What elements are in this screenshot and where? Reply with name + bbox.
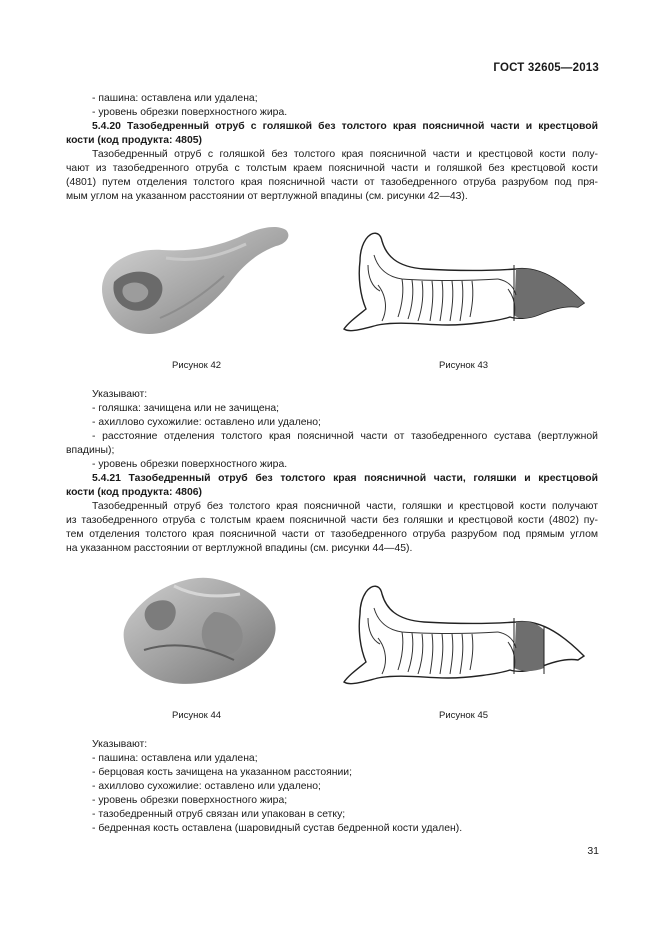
list-item: - пашина: оставлена или удалена;	[92, 753, 258, 764]
list-item: - ахиллово сухожилие: оставлено или удалено;	[92, 417, 321, 428]
paragraph-line: тем отделения толстого края поясничной части от тазобедренного отруба разрубом под прямым углом	[66, 529, 598, 540]
list-item: - бедренная кость оставлена (шаровидный сустав бедренной кости удален).	[92, 823, 463, 834]
paragraph-line: Тазобедренный отруб без толстого края поясничной части, голяшки и крестцовой кости получают	[92, 501, 598, 512]
paragraph-line: Тазобедренный отруб с голяшкой без толстого края поясничной части и крестцовой кости полу-	[92, 149, 598, 160]
section-heading: 5.4.20 Тазобедренный отруб с голяшкой без толстого края поясничной части и крестцовой	[92, 121, 598, 132]
page-number: 31	[587, 845, 599, 857]
indicate-label: Указывают:	[92, 389, 148, 400]
paragraph-line: на указанном расстоянии от вертлужной впадины (см. рисунки 44—45).	[66, 543, 413, 554]
list-item: - уровень обрезки поверхностного жира.	[92, 107, 288, 118]
paragraph-line: из тазобедренного отруба с толстым краем поясничной части без голяшки и крестцовой кости (4802) пу-	[66, 515, 598, 526]
paragraph-line: чают из тазобедренного отруба с толстым краем поясничной части и голяшкой без крестцовой кости	[66, 163, 598, 174]
list-item: - берцовая кость зачищена на указанном расстоянии;	[92, 767, 352, 778]
figure-44-meat-cut	[114, 572, 284, 692]
list-item: - расстояние отделения толстого края поясничной части от тазобедренного сустава (вертлужной	[92, 431, 598, 442]
list-item: - пашина: оставлена или удалена;	[92, 93, 258, 104]
list-item: - уровень обрезки поверхностного жира.	[92, 459, 288, 470]
list-item: - ахиллово сухожилие: оставлено или удалено;	[92, 781, 321, 792]
section-heading-cont: кости (код продукта: 4805)	[66, 135, 202, 146]
list-item: - голяшка: зачищена или не зачищена;	[92, 403, 280, 414]
figure-caption: Рисунок 44	[172, 710, 222, 721]
figure-42-meat-cut	[96, 222, 296, 342]
paragraph-line: (4801) путем отделения толстого края поясничной части от тазобедренного отруба разрубом под пря-	[66, 177, 598, 188]
list-item: - тазобедренный отруб связан или упакован в сетку;	[92, 809, 346, 820]
list-item-cont: впадины);	[66, 445, 115, 456]
document-code: ГОСТ 32605—2013	[493, 62, 599, 74]
figure-caption: Рисунок 42	[172, 360, 222, 371]
figure-caption: Рисунок 45	[439, 710, 489, 721]
section-heading-cont: кости (код продукта: 4806)	[66, 487, 202, 498]
indicate-label: Указывают:	[92, 739, 148, 750]
figure-45-carcass-diagram	[338, 578, 598, 698]
figure-caption: Рисунок 43	[439, 360, 489, 371]
section-heading: 5.4.21 Тазобедренный отруб без толстого края поясничной части, голяшки и крестцовой	[92, 473, 598, 484]
figure-43-carcass-diagram	[338, 225, 598, 345]
paragraph-line: мым углом на указанном расстоянии от вертлужной впадины (см. рисунки 42—43).	[66, 191, 468, 202]
list-item: - уровень обрезки поверхностного жира;	[92, 795, 288, 806]
